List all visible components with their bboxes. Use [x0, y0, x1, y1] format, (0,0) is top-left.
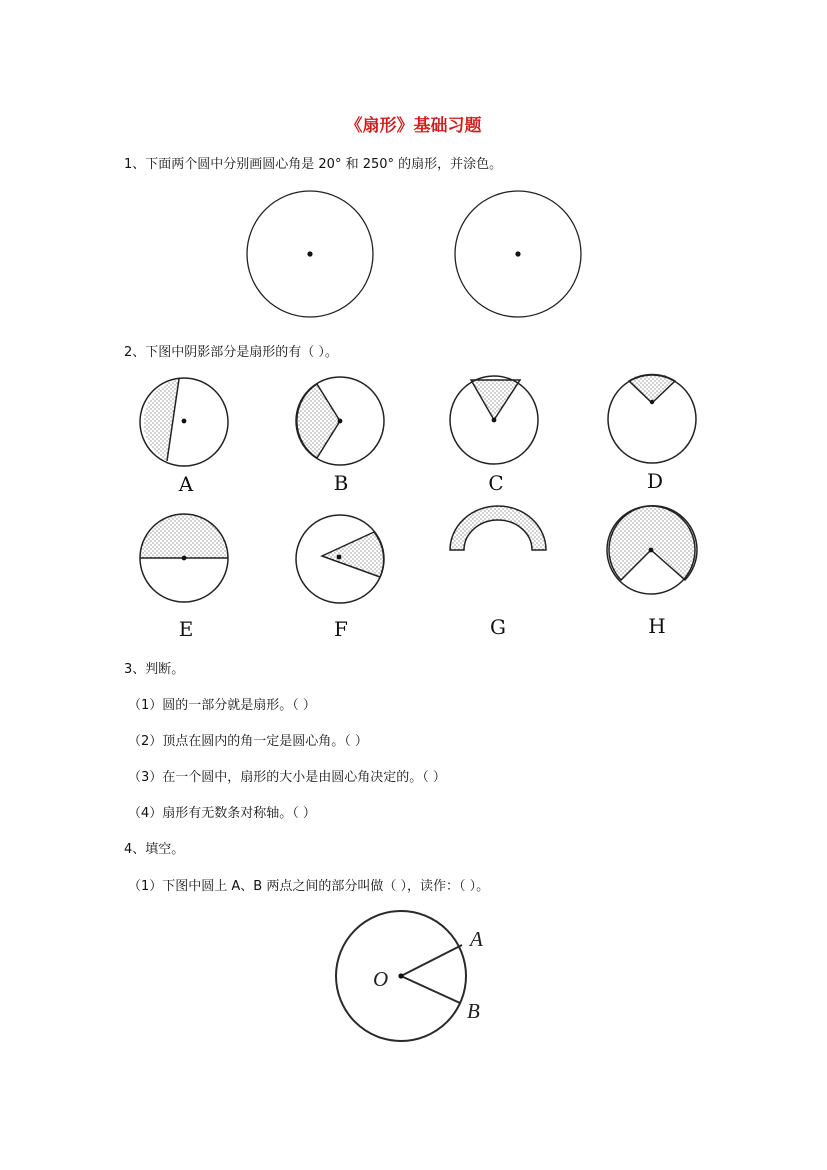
- option-c-figure: [450, 376, 538, 495]
- question-1-figure: [240, 185, 590, 325]
- question-3-text: 3、判断。: [124, 662, 185, 677]
- option-b-label: B: [333, 471, 349, 495]
- question-2-text: 2、下图中阴影部分是扇形的有（ ）。: [124, 345, 338, 360]
- option-f-label: F: [334, 617, 348, 641]
- question-4-text: 4、填空。: [124, 842, 185, 857]
- center-dot-left: [307, 251, 312, 256]
- option-a-figure: [140, 378, 228, 496]
- option-h-label: H: [648, 614, 666, 638]
- option-e-figure: [140, 514, 228, 641]
- fill-item-1: （1）下图中圆上 A、B 两点之间的部分叫做（ ），读作：（ ）。: [128, 879, 490, 894]
- option-b-figure: [296, 377, 384, 495]
- option-g-figure: [450, 506, 546, 639]
- judge-item-2: （2）顶点在圆内的角一定是圆心角。（ ）: [128, 734, 368, 749]
- point-b-label: B: [467, 999, 480, 1023]
- question-2-figure: [130, 372, 710, 642]
- page-title: 《扇形》基础习题: [345, 116, 482, 136]
- center-o-label: O: [373, 967, 389, 991]
- center-dot-right: [515, 251, 520, 256]
- option-g-label: G: [490, 615, 506, 639]
- option-f-figure: [296, 515, 384, 641]
- option-e-label: E: [178, 617, 194, 641]
- question-4-figure: [332, 908, 497, 1048]
- option-a-label: A: [178, 472, 194, 496]
- judge-item-4: （4）扇形有无数条对称轴。（ ）: [128, 806, 316, 821]
- judge-item-1: （1）圆的一部分就是扇形。（ ）: [128, 698, 316, 713]
- judge-item-3: （3）在一个圆中，扇形的大小是由圆心角决定的。（ ）: [128, 770, 446, 785]
- option-d-label: D: [646, 469, 664, 493]
- point-a-label: A: [470, 927, 483, 951]
- option-d-figure: [608, 373, 696, 493]
- question-1-text: 1、下面两个圆中分别画圆心角是 20° 和 250° 的扇形，并涂色。: [124, 157, 503, 172]
- option-c-label: C: [488, 471, 504, 495]
- option-h-figure: [607, 506, 697, 638]
